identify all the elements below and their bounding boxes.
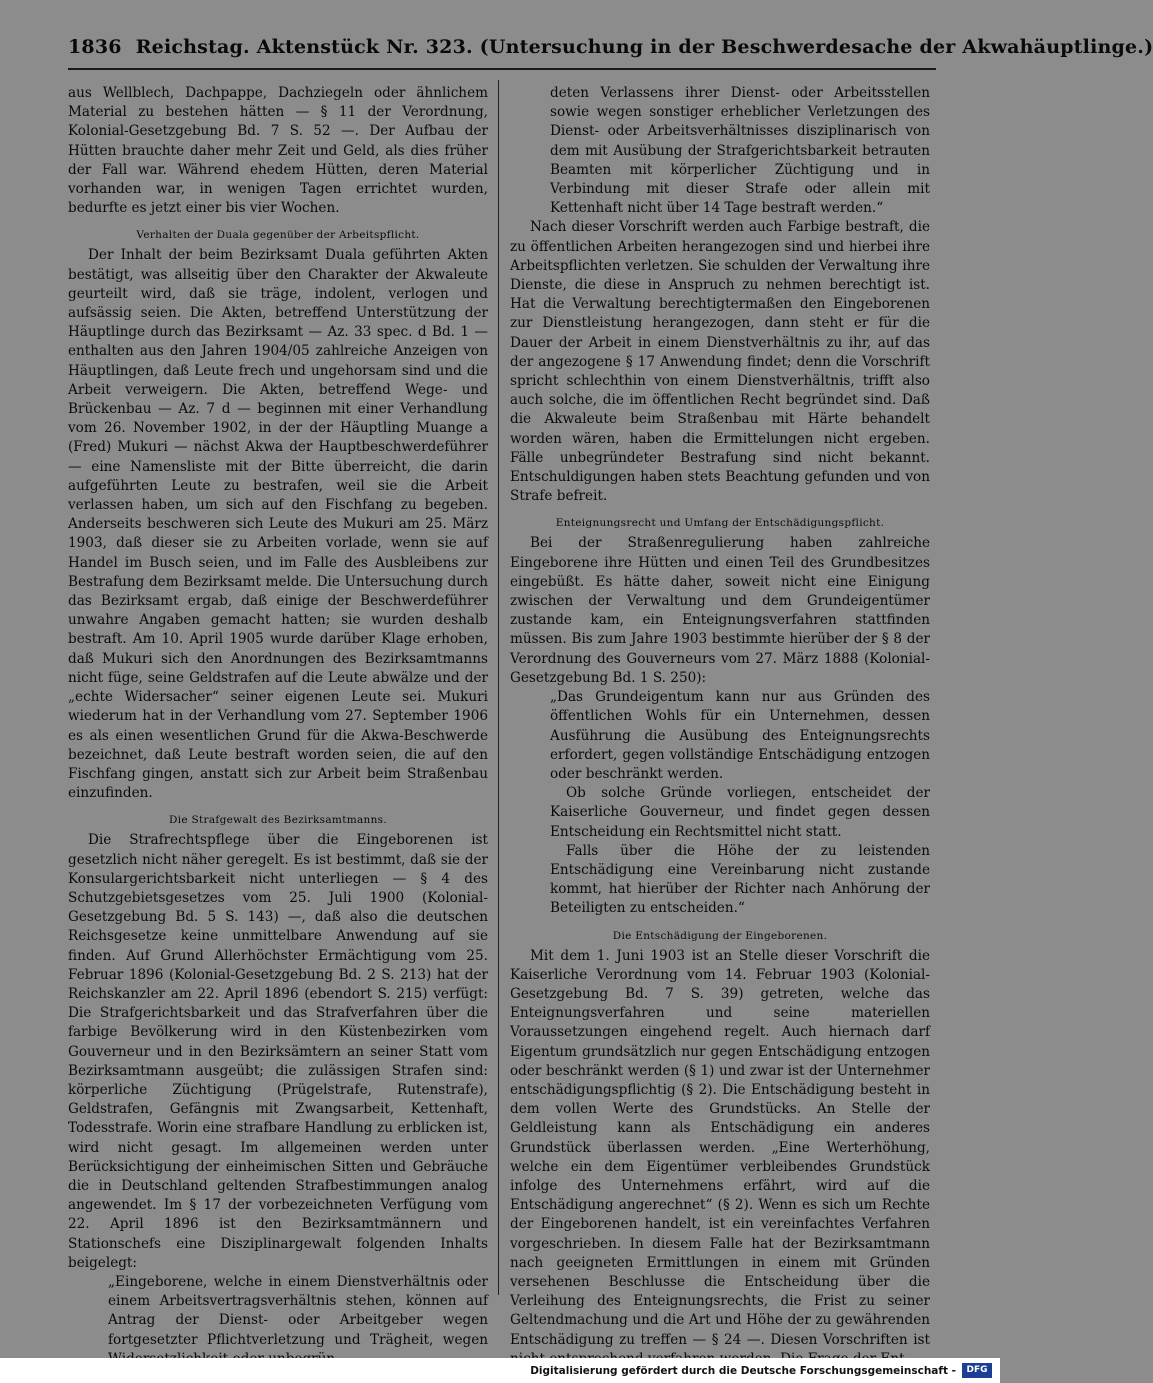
- funding-note: Digitalisierung gefördert durch die Deutsche Forschungsgemeinschaft -: [530, 1365, 956, 1377]
- body-paragraph: Nach dieser Vorschrift werden auch Farbige bestraft, die zu öffentlichen Arbeiten herangezogen sind und hierbei ihre Arbeitspflichten verletzen. Sie schulden der Verwaltung ihre Dienste, die diese in Anspruch zu nehmen berechtigt ist. Hat die Verwaltung berechtigtermaßen den Eingeborenen zur Dienstleistung herangezogen, dann steht er für die Dauer der Arbeit in einem Dienstverhältnis zu ihr, auf das der angezogene § 17 Anwendung findet; denn die Vorschrift spricht schlechthin von einem Dienstverhältnis, trifft also auch solche, die im öffentlichen Recht begründet sind. Daß die Akwaleute beim Straßenbau mit Härte behandelt worden wären, haben die Ermittelungen nicht ergeben. Fälle unbegründeter Bestrafung sind nicht bekannt. Entschuldigungen haben stets Beachtung gefunden und von Strafe befreit.: [510, 219, 930, 505]
- footer-bar: [0, 1358, 1000, 1383]
- header-rule: [68, 68, 936, 70]
- section-heading: Die Strafgewalt des Bezirksamtmanns.: [169, 814, 387, 827]
- running-title: Reichstag. Aktenstück Nr. 323. (Untersuchung in der Beschwerdesache der Akwahäuptlinge.): [135, 36, 1153, 58]
- dfg-logo: DFG: [962, 1363, 992, 1378]
- page-header: [68, 36, 1153, 58]
- quoted-regulation: „Das Grundeigentum kann nur aus Gründen des öffentlichen Wohls für ein Unternehmen, dessen Ausführung die Ausübung des Enteignungsrechts erfordert, gegen vollständige Entschädigung entzogen oder beschränkt werden.: [550, 689, 930, 782]
- body-paragraph: Die Strafrechtspflege über die Eingeborenen ist gesetzlich nicht näher geregelt. Es ist bestimmt, daß sie der Konsulargerichtsbarkeit nicht unterliegen — § 4 des Schutzgebietsgesetzes vom 25. Juli 1900 (Kolonial-Gesetzgebung Bd. 5 S. 143) —, daß also die deutschen Reichsgesetze keine unmittelbare Anwendung auf sie finden. Auf Grund Allerhöchster Ermächtigung vom 25. Februar 1896 (Kolonial-Gesetzgebung Bd. 2 S. 213) hat der Reichskanzler am 22. April 1896 (ebendort S. 215) verfügt: Die Strafgerichtsbarkeit und das Strafverfahren über die farbige Bevölkerung wird in den Küstenbezirken vom Gouverneur und in den Bezirksämtern an seiner Statt vom Bezirksamtmann ausgeübt; die zulässigen Strafen sind: körperliche Züchtigung (Prügelstrafe, Rutenstrafe), Geldstrafen, Gefängnis mit Zwangsarbeit, Kettenhaft, Todesstrafe. Worin eine strafbare Handlung zu erblicken ist, wird nicht gesagt. Im allgemeinen werden unter Berücksichtigung der einheimischen Sitten und Gebräuche die in Deutschland geltenden Strafbestimmungen analog angewendet. Im § 17 der vorbezeichneten Verfügung vom 22. April 1896 ist den Bezirksamtmännern und Stationschefs eine Disziplinargewalt folgenden Inhalts beigelegt:: [68, 832, 488, 1271]
- section-heading: Die Entschädigung der Eingeborenen.: [612, 929, 828, 942]
- section-heading: Verhalten der Duala gegenüber der Arbeitspflicht.: [136, 229, 420, 242]
- right-column: [510, 84, 930, 1369]
- quoted-regulation: Ob solche Gründe vorliegen, entscheidet der Kaiserliche Gouverneur, und findet gegen dessen Entscheidung ein Rechtsmittel nicht statt.: [550, 785, 930, 840]
- body-paragraph: Bei der Straßenregulierung haben zahlreiche Eingeborene ihre Hütten und einen Teil des Grundbesitzes eingebüßt. Es hätte daher, soweit nicht eine Einigung zwischen der Verwaltung und dem Grundeigentümer zustande kam, ein Enteignungsverfahren stattfinden müssen. Bis zum Jahre 1903 bestimmte hierüber der § 8 der Verordnung des Gouverneurs vom 27. März 1888 (Kolonial-Gesetzgebung Bd. 1 S. 250):: [510, 535, 930, 686]
- body-paragraph: Mit dem 1. Juni 1903 ist an Stelle dieser Vorschrift die Kaiserliche Verordnung vom 14. Februar 1903 (Kolonial-Gesetzgebung Bd. 7 S. 39) getreten, welche das Enteignungsverfahren und seine materiellen Voraussetzungen eingehend regelt. Auch hiernach darf Eigentum grundsätzlich nur gegen Entschädigung entzogen oder beschränkt werden (§ 1) und zwar ist der Unternehmer entschädigungspflichtig (§ 2). Die Entschädigung besteht in dem vollen Werte des Grundstücks. An Stelle der Geldleistung kann als Entschädigung ein anderes Grundstück überlassen werden. „Eine Werterhöhung, welche ein dem Eigentümer verbleibendes Grundstück infolge des Unternehmens erfährt, wird auf die Entschädigung angerechnet“ (§ 2). Wenn es sich um Rechte der Eingeborenen handelt, ist ein vereinfachtes Verfahren vorgeschrieben. In diesem Falle hat der Bezirksamtmann nach geeigneten Ermittlungen in einem mit Gründen versehenen Beschlusse die Entscheidung über die Verleihung des Enteignungsrechts, die Frist zu seiner Geltendmachung und die Art und Höhe der zu gewährenden Entschädigung zu treffen — § 24 —. Diesen Vorschriften ist: [510, 947, 930, 1348]
- section-heading: Enteignungsrecht und Umfang der Entschädigungspflicht.: [555, 517, 885, 530]
- page-number: 1836: [68, 36, 122, 58]
- body-paragraph: aus Wellblech, Dachpappe, Dachziegeln oder ähnlichem Material zu bestehen hätten — § 11 der Verordnung, Kolonial-Gesetzgebung Bd. 7 S. 52 —. Der Aufbau der Hütten brauchte daher mehr Zeit und Geld, als dies früher der Fall war. Während ehedem Hütten, deren Material vorhanden war, in wenigen Tagen errichtet wurden, bedurfte es jetzt einer bis vier Wochen.: [68, 85, 488, 217]
- quoted-regulation: Falls über die Höhe der zu leistenden Entschädigung eine Vereinbarung nicht zustande kommt, hat hierüber der Richter nach Anhörung der Beteiligten zu entscheiden.“: [550, 842, 930, 917]
- left-column: [68, 84, 488, 1369]
- body-paragraph: Der Inhalt der beim Bezirksamt Duala geführten Akten bestätigt, was allseitig über den Charakter der Akwaleute geurteilt wird, daß sie träge, indolent, verlogen und aufsässig seien. Die Akten, betreffend Unterstützung der Häuptlinge durch das Bezirksamt — Az. 33 spec. d Bd. 1 — enthalten aus den Jahren 1904/05 zahlreiche Anzeigen von Häuptlingen, daß Leute frech und ungehorsam sind und die Arbeit verweigern. Die Akten, betreffend Wege- und Brückenbau — Az. 7 d — beginnen mit einer Verhandlung vom 26. November 1902, in der der Häuptling Muange a (Fred) Mukuri — nächst Akwa der Hauptbeschwerdeführer — eine Namensliste mit der Bitte überreicht, die darin aufgeführten Leute zu bestrafen, weil sie die Arbeit verlassen haben, um sich auf den Fischfang zu begeben. Anderseits beschweren sich Leute des Mukuri am 25. März 1903, daß dieser sie zu Arbeiten vorlade, wenn sie auf Handel im Busch seien, und im Falle des Ausbleibens zur Bestrafung dem Bezirksamt melde. Die Untersuchung durch das Bezirksamt ergab, daß einige der Beschwerdeführer unwahre Angaben gemacht hatten; sie wurden deshalb bestraft. Am 10. April 1905 wurde darüber Klage erhoben, daß Mukuri sich den Anordnungen des Bezirksamtmanns nicht füge, seine Geldstrafen auf die Leute abwälze und der „echte Widersacher“ seiner eigenen Leute sei. Mukuri wiederum hat in der Verhandlung vom 27. September 1906 es als einen wesentlichen Grund für die Akwa-Beschwerde bezeichnet, daß Leute bestraft worden seien, die auf den Fischfang gingen, anstatt sich zur Arbeit beim Straßenbau einzufinden.: [68, 247, 488, 802]
- quoted-regulation: „Eingeborene, welche in einem Dienstverhältnis oder einem Arbeitsvertragsverhältnis stehen, können auf Antrag der Dienst- oder Arbeitgeber wegen fortgesetzter Pflichtverletzung und Trägheit, wegen: [108, 1273, 488, 1348]
- column-divider: [498, 80, 499, 1295]
- quoted-regulation: deten Verlassens ihrer Dienst- oder Arbeitsstellen sowie wegen sonstiger erheblicher Verletzungen des Dienst- oder Arbeitsverhältnisses disziplinarisch von dem mit Ausübung der Strafgerichtsbarkeit betrauten Beamten mit körperlicher Züchtigung und in Verbindung mit dieser Strafe oder allein mit Kettenhaft nicht über 14 Tage bestraft werden.“: [550, 85, 930, 217]
